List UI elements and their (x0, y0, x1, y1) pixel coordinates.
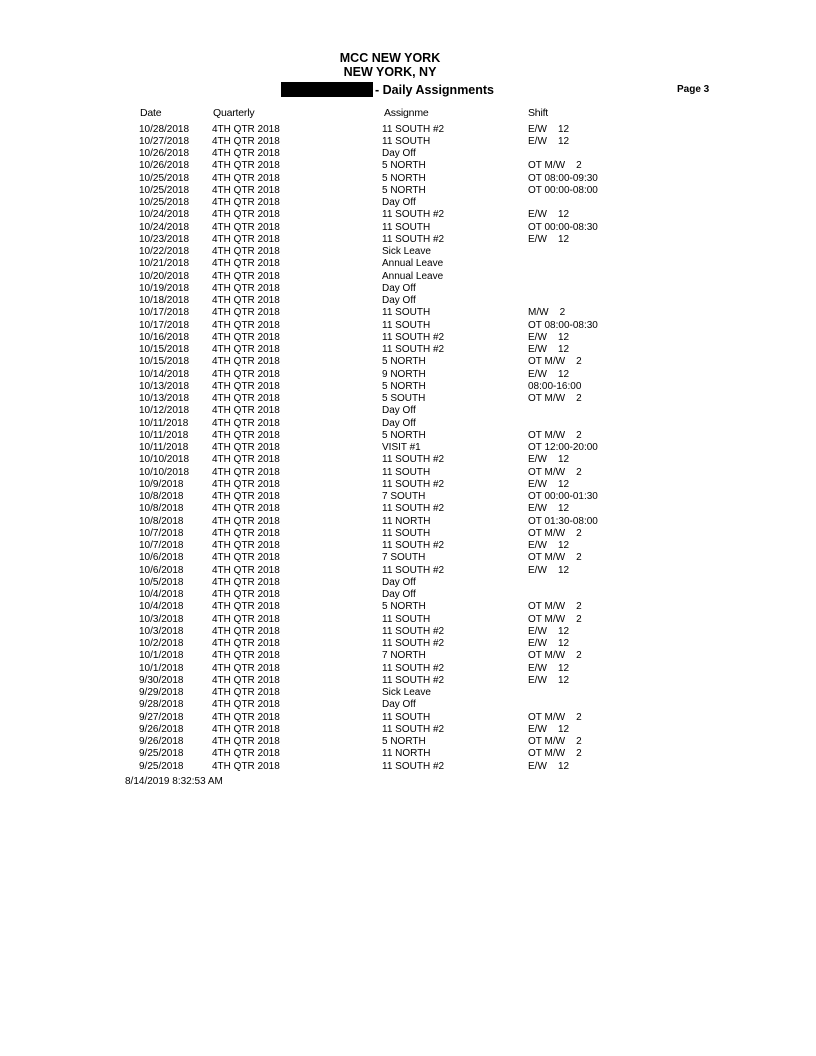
table-row (0, 528, 816, 540)
table-row (0, 712, 816, 724)
cell-date: 9/27/2018 (139, 711, 184, 723)
cell-date: 10/22/2018 (139, 246, 190, 257)
table-row (0, 687, 816, 699)
org-name: MCC NEW YORK (339, 51, 441, 65)
cell-assignment: 11 SOUTH #2 (382, 674, 445, 686)
cell-date: 9/26/2018 (139, 736, 184, 747)
cell-quarter: 4TH QTR 2018 (212, 576, 280, 588)
cell-date: 10/11/2018 (139, 429, 189, 441)
cell-assignment: Annual Leave (382, 258, 444, 270)
cell-shift: E/W 12 (528, 135, 570, 147)
cell-quarter: 4TH QTR 2018 (212, 429, 280, 441)
cell-date: 10/18/2018 (139, 295, 190, 306)
cell-shift: E/W 12 (528, 123, 570, 135)
cell-date: 10/13/2018 (139, 393, 190, 404)
cell-shift: E/W 12 (528, 368, 570, 380)
cell-quarter: 4TH QTR 2018 (212, 380, 280, 392)
cell-shift: OT M/W 2 (528, 552, 582, 564)
cell-assignment: Sick Leave (382, 687, 431, 698)
cell-quarter: 4TH QTR 2018 (212, 552, 280, 564)
table-row (0, 442, 816, 454)
cell-date: 9/28/2018 (139, 699, 184, 711)
cell-quarter: 4TH QTR 2018 (212, 748, 280, 760)
cell-date: 10/11/2018 (139, 442, 189, 453)
cell-date: 10/24/2018 (139, 209, 190, 221)
cell-date: 10/7/2018 (139, 527, 184, 539)
cell-assignment: 11 SOUTH (382, 307, 431, 319)
cell-quarter: 4TH QTR 2018 (212, 417, 280, 429)
cell-assignment: 11 SOUTH #2 (382, 625, 445, 637)
cell-assignment: 11 SOUTH #2 (382, 540, 445, 551)
report-title-row (281, 82, 494, 97)
table-row (0, 724, 816, 736)
cell-assignment: 11 SOUTH #2 (382, 760, 445, 772)
cell-date: 10/20/2018 (139, 270, 190, 282)
cell-assignment: Day Off (382, 699, 416, 711)
cell-date: 10/8/2018 (139, 515, 184, 527)
org-location: NEW YORK, NY (343, 65, 437, 79)
cell-assignment: Day Off (382, 589, 416, 600)
cell-assignment: 5 NORTH (382, 736, 426, 747)
cell-date: 10/6/2018 (139, 552, 184, 564)
table-row (0, 418, 816, 430)
cell-shift: E/W 12 (528, 674, 570, 686)
cell-assignment: 11 SOUTH (382, 466, 431, 478)
table-row (0, 356, 816, 368)
cell-quarter: 4TH QTR 2018 (212, 687, 280, 698)
cell-assignment: 7 NORTH (382, 650, 426, 662)
table-row (0, 638, 816, 650)
cell-quarter: 4TH QTR 2018 (212, 221, 280, 233)
cell-shift: E/W 12 (528, 331, 570, 343)
cell-date: 9/25/2018 (139, 760, 184, 772)
cell-date: 10/11/2018 (139, 417, 189, 429)
table-row (0, 663, 816, 675)
cell-assignment: 5 NORTH (382, 429, 426, 441)
cell-quarter: 4TH QTR 2018 (212, 209, 280, 221)
cell-shift: OT 08:00-08:30 (528, 319, 598, 331)
cell-quarter: 4TH QTR 2018 (212, 270, 280, 282)
redaction-bar (281, 82, 373, 97)
table-row (0, 736, 816, 748)
cell-quarter: 4TH QTR 2018 (212, 356, 280, 368)
table-row (0, 589, 816, 601)
cell-date: 10/3/2018 (139, 625, 184, 637)
cell-date: 9/25/2018 (139, 748, 184, 760)
cell-date: 10/2/2018 (139, 638, 184, 649)
cell-quarter: 4TH QTR 2018 (212, 613, 280, 625)
cell-date: 10/27/2018 (139, 135, 190, 147)
cell-assignment: 11 SOUTH #2 (382, 723, 445, 735)
table-row (0, 320, 816, 332)
cell-shift: OT M/W 2 (528, 429, 582, 441)
cell-shift: E/W 12 (528, 233, 570, 245)
cell-date: 9/29/2018 (139, 687, 184, 698)
table-row (0, 332, 816, 344)
cell-shift: OT M/W 2 (528, 613, 582, 625)
cell-quarter: 4TH QTR 2018 (212, 454, 280, 466)
table-row (0, 222, 816, 234)
cell-shift: E/W 12 (528, 625, 570, 637)
cell-shift: OT M/W 2 (528, 736, 582, 747)
cell-assignment: 11 SOUTH #2 (382, 638, 445, 649)
cell-assignment: Day Off (382, 148, 416, 159)
cell-quarter: 4TH QTR 2018 (212, 527, 280, 539)
cell-quarter: 4TH QTR 2018 (212, 491, 280, 502)
cell-quarter: 4TH QTR 2018 (212, 466, 280, 478)
cell-quarter: 4TH QTR 2018 (212, 723, 280, 735)
cell-quarter: 4TH QTR 2018 (212, 148, 280, 159)
cell-date: 10/14/2018 (139, 368, 190, 380)
table-row (0, 577, 816, 589)
cell-date: 9/30/2018 (139, 674, 184, 686)
cell-shift: E/W 12 (528, 564, 570, 576)
cell-date: 10/8/2018 (139, 491, 184, 502)
cell-date: 10/3/2018 (139, 613, 184, 625)
cell-assignment: 11 SOUTH (382, 135, 431, 147)
cell-shift: OT M/W 2 (528, 601, 582, 613)
table-row (0, 173, 816, 185)
cell-assignment: 5 NORTH (382, 184, 426, 196)
table-row (0, 271, 816, 283)
cell-date: 10/8/2018 (139, 503, 184, 515)
cell-assignment: 11 SOUTH (382, 613, 431, 625)
cell-date: 10/17/2018 (139, 307, 190, 319)
cell-quarter: 4TH QTR 2018 (212, 442, 280, 453)
cell-date: 10/1/2018 (139, 662, 184, 674)
cell-shift: OT 01:30-08:00 (528, 515, 598, 527)
cell-date: 10/12/2018 (139, 405, 190, 417)
cell-shift: OT 00:00-08:30 (528, 221, 598, 233)
cell-quarter: 4TH QTR 2018 (212, 197, 280, 208)
cell-assignment: 5 SOUTH (382, 393, 426, 404)
cell-shift: OT M/W 2 (528, 748, 582, 760)
cell-assignment: 11 SOUTH (382, 319, 431, 331)
cell-quarter: 4TH QTR 2018 (212, 405, 280, 417)
cell-shift: OT 00:00-08:00 (528, 184, 598, 196)
table-row (0, 552, 816, 564)
table-row (0, 369, 816, 381)
cell-quarter: 4TH QTR 2018 (212, 601, 280, 613)
cell-shift: E/W 12 (528, 344, 570, 355)
cell-assignment: Day Off (382, 295, 416, 306)
cell-quarter: 4TH QTR 2018 (212, 674, 280, 686)
cell-quarter: 4TH QTR 2018 (212, 503, 280, 515)
table-row (0, 614, 816, 626)
cell-quarter: 4TH QTR 2018 (212, 625, 280, 637)
cell-date: 10/1/2018 (139, 650, 184, 662)
cell-shift: E/W 12 (528, 478, 570, 490)
cell-quarter: 4TH QTR 2018 (212, 123, 280, 135)
cell-quarter: 4TH QTR 2018 (212, 233, 280, 245)
table-row (0, 246, 816, 258)
cell-shift: E/W 12 (528, 662, 570, 674)
table-row (0, 405, 816, 417)
column-header-assignment: Assignme (384, 107, 429, 119)
cell-shift: OT M/W 2 (528, 711, 582, 723)
cell-date: 10/13/2018 (139, 380, 190, 392)
cell-shift: E/W 12 (528, 454, 570, 466)
cell-assignment: 5 NORTH (382, 172, 426, 184)
table-row (0, 197, 816, 209)
column-header-shift: Shift (528, 107, 549, 119)
table-row (0, 307, 816, 319)
cell-quarter: 4TH QTR 2018 (212, 699, 280, 711)
cell-shift: OT 08:00-09:30 (528, 172, 598, 184)
cell-assignment: 5 NORTH (382, 601, 426, 613)
cell-assignment: Day Off (382, 197, 416, 208)
table-row (0, 430, 816, 442)
cell-shift: OT M/W 2 (528, 160, 582, 172)
cell-date: 10/21/2018 (139, 258, 190, 270)
table-row (0, 675, 816, 687)
cell-date: 10/10/2018 (139, 454, 190, 466)
cell-shift: OT M/W 2 (528, 393, 582, 404)
cell-quarter: 4TH QTR 2018 (212, 295, 280, 306)
cell-quarter: 4TH QTR 2018 (212, 564, 280, 576)
cell-assignment: 11 SOUTH #2 (382, 454, 445, 466)
cell-quarter: 4TH QTR 2018 (212, 344, 280, 355)
cell-shift: OT M/W 2 (528, 356, 582, 368)
cell-assignment: 5 NORTH (382, 356, 426, 368)
cell-quarter: 4TH QTR 2018 (212, 184, 280, 196)
table-row (0, 148, 816, 160)
table-row (0, 381, 816, 393)
cell-assignment: 11 SOUTH #2 (382, 662, 445, 674)
table-row (0, 761, 816, 773)
cell-quarter: 4TH QTR 2018 (212, 662, 280, 674)
table-row (0, 565, 816, 577)
cell-shift: OT M/W 2 (528, 650, 582, 662)
cell-date: 10/28/2018 (139, 123, 190, 135)
table-row (0, 136, 816, 148)
cell-date: 10/23/2018 (139, 233, 190, 245)
table-row (0, 185, 816, 197)
cell-shift: OT 12:00-20:00 (528, 442, 598, 453)
cell-quarter: 4TH QTR 2018 (212, 246, 280, 257)
cell-shift: E/W 12 (528, 540, 570, 551)
table-row (0, 160, 816, 172)
cell-shift: E/W 12 (528, 638, 570, 649)
table-row (0, 516, 816, 528)
cell-date: 10/26/2018 (139, 148, 190, 159)
cell-quarter: 4TH QTR 2018 (212, 589, 280, 600)
cell-assignment: VISIT #1 (382, 442, 421, 453)
cell-date: 10/17/2018 (139, 319, 190, 331)
table-row (0, 344, 816, 356)
cell-date: 10/4/2018 (139, 601, 184, 613)
column-header-quarter: Quarterly (213, 107, 255, 119)
cell-quarter: 4TH QTR 2018 (212, 736, 280, 747)
cell-quarter: 4TH QTR 2018 (212, 160, 280, 172)
cell-quarter: 4TH QTR 2018 (212, 282, 280, 294)
cell-quarter: 4TH QTR 2018 (212, 172, 280, 184)
table-row (0, 540, 816, 552)
cell-quarter: 4TH QTR 2018 (212, 540, 280, 551)
cell-assignment: 7 SOUTH (382, 491, 426, 502)
table-row (0, 234, 816, 246)
cell-date: 10/7/2018 (139, 540, 184, 551)
cell-date: 10/24/2018 (139, 221, 190, 233)
assignments-table (0, 124, 816, 773)
cell-quarter: 4TH QTR 2018 (212, 307, 280, 319)
cell-quarter: 4TH QTR 2018 (212, 638, 280, 649)
cell-assignment: Day Off (382, 405, 416, 417)
cell-assignment: 11 SOUTH #2 (382, 344, 445, 355)
table-row (0, 454, 816, 466)
cell-quarter: 4TH QTR 2018 (212, 331, 280, 343)
cell-date: 9/26/2018 (139, 723, 184, 735)
cell-shift: OT M/W 2 (528, 466, 582, 478)
cell-shift: E/W 12 (528, 760, 570, 772)
table-row (0, 626, 816, 638)
cell-assignment: 5 NORTH (382, 160, 426, 172)
cell-assignment: 11 SOUTH #2 (382, 209, 445, 221)
cell-assignment: 11 SOUTH (382, 711, 431, 723)
cell-assignment: 9 NORTH (382, 368, 426, 380)
cell-date: 10/25/2018 (139, 197, 190, 208)
table-row (0, 283, 816, 295)
table-row (0, 124, 816, 136)
cell-quarter: 4TH QTR 2018 (212, 650, 280, 662)
cell-date: 10/19/2018 (139, 282, 190, 294)
table-row (0, 601, 816, 613)
column-header-date: Date (140, 107, 162, 119)
cell-assignment: 11 SOUTH #2 (382, 478, 445, 490)
cell-assignment: Annual Leave (382, 270, 444, 282)
cell-date: 10/5/2018 (139, 576, 184, 588)
table-row (0, 479, 816, 491)
report-title: - Daily Assignments (375, 82, 495, 97)
cell-date: 10/25/2018 (139, 172, 190, 184)
cell-assignment: 11 SOUTH #2 (382, 233, 445, 245)
table-row (0, 258, 816, 270)
cell-date: 10/15/2018 (139, 344, 190, 355)
cell-date: 10/4/2018 (139, 589, 184, 600)
cell-quarter: 4TH QTR 2018 (212, 319, 280, 331)
table-row (0, 209, 816, 221)
cell-assignment: 11 SOUTH (382, 221, 431, 233)
cell-shift: M/W 2 (528, 307, 566, 319)
cell-shift: E/W 12 (528, 209, 570, 221)
cell-assignment: 11 SOUTH #2 (382, 331, 445, 343)
table-row (0, 491, 816, 503)
cell-quarter: 4TH QTR 2018 (212, 368, 280, 380)
cell-quarter: 4TH QTR 2018 (212, 711, 280, 723)
cell-assignment: 11 SOUTH (382, 527, 431, 539)
cell-date: 10/9/2018 (139, 478, 184, 490)
cell-quarter: 4TH QTR 2018 (212, 515, 280, 527)
table-row (0, 467, 816, 479)
table-row (0, 393, 816, 405)
table-row (0, 699, 816, 711)
cell-assignment: 7 SOUTH (382, 552, 426, 564)
cell-assignment: 11 SOUTH #2 (382, 503, 445, 515)
cell-quarter: 4TH QTR 2018 (212, 258, 280, 270)
cell-date: 10/15/2018 (139, 356, 190, 368)
cell-assignment: 11 NORTH (382, 515, 431, 527)
cell-date: 10/10/2018 (139, 466, 190, 478)
cell-assignment: 11 SOUTH #2 (382, 564, 445, 576)
cell-assignment: Day Off (382, 417, 416, 429)
cell-quarter: 4TH QTR 2018 (212, 135, 280, 147)
cell-date: 10/6/2018 (139, 564, 184, 576)
table-row (0, 503, 816, 515)
cell-assignment: 5 NORTH (382, 380, 426, 392)
cell-shift: E/W 12 (528, 503, 570, 515)
cell-assignment: Day Off (382, 576, 416, 588)
cell-assignment: Day Off (382, 282, 416, 294)
cell-assignment: 11 NORTH (382, 748, 431, 760)
cell-quarter: 4TH QTR 2018 (212, 478, 280, 490)
table-row (0, 650, 816, 662)
cell-date: 10/25/2018 (139, 184, 190, 196)
cell-shift: 08:00-16:00 (528, 380, 582, 392)
cell-shift: E/W 12 (528, 723, 570, 735)
cell-date: 10/16/2018 (139, 331, 190, 343)
table-row (0, 748, 816, 760)
page-number: Page 3 (677, 84, 710, 95)
cell-date: 10/26/2018 (139, 160, 190, 172)
cell-quarter: 4TH QTR 2018 (212, 760, 280, 772)
print-timestamp: 8/14/2019 8:32:53 AM (125, 776, 223, 787)
cell-assignment: 11 SOUTH #2 (382, 123, 445, 135)
cell-shift: OT M/W 2 (528, 527, 582, 539)
table-row (0, 295, 816, 307)
cell-shift: OT 00:00-01:30 (528, 491, 598, 502)
cell-quarter: 4TH QTR 2018 (212, 393, 280, 404)
cell-assignment: Sick Leave (382, 246, 431, 257)
